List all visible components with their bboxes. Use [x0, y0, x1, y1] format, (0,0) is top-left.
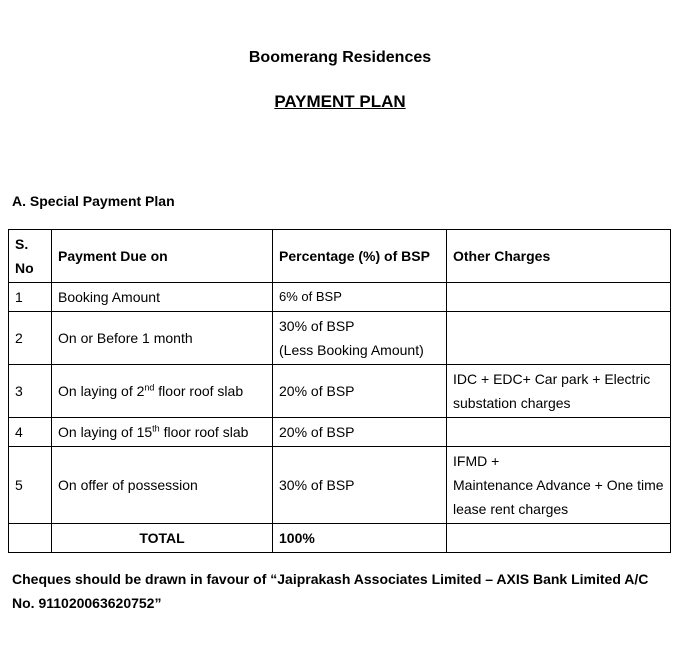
cell-percentage: 30% of BSP	[273, 447, 447, 524]
cell-percentage: 20% of BSP	[273, 365, 447, 418]
page-title: Boomerang Residences	[248, 49, 432, 66]
ordinal-suffix: th	[152, 423, 160, 434]
cell-due-on	[52, 365, 273, 418]
table-row	[9, 283, 671, 312]
cell-other-charges	[447, 283, 671, 312]
table-row	[9, 447, 671, 524]
due-on-text: floor roof slab	[154, 383, 244, 399]
section-heading: A. Special Payment Plan	[12, 193, 175, 209]
header-sno: S. No	[9, 230, 52, 283]
payment-plan-table	[8, 229, 671, 553]
cell-sno: 4	[9, 418, 52, 447]
header-percentage: Percentage (%) of BSP	[273, 230, 447, 283]
header-other-charges: Other Charges	[447, 230, 671, 283]
cell-empty	[9, 524, 52, 553]
cell-due-on	[52, 418, 273, 447]
percentage-line: 30% of BSP	[279, 318, 355, 334]
cell-sno: 3	[9, 365, 52, 418]
cell-due-on: On offer of possession	[52, 447, 273, 524]
total-label: TOTAL	[52, 524, 273, 553]
cell-due-on: Booking Amount	[52, 283, 273, 312]
cell-other-charges	[447, 418, 671, 447]
header-due-on: Payment Due on	[52, 230, 273, 283]
other-charges-line: IFMD +	[453, 453, 500, 469]
table-row	[9, 418, 671, 447]
cell-sno: 2	[9, 312, 52, 365]
cell-other-charges: IDC + EDC+ Car park + Electric substation charges	[447, 365, 671, 418]
ordinal-suffix: nd	[144, 382, 155, 393]
table-row	[9, 365, 671, 418]
page-subtitle: PAYMENT PLAN	[274, 92, 406, 111]
percentage-note: (Less Booking Amount)	[279, 342, 424, 358]
cell-percentage	[273, 312, 447, 365]
table-header-row	[9, 230, 671, 283]
due-on-text: On laying of 15	[58, 424, 153, 440]
table-total-row	[9, 524, 671, 553]
cell-percentage: 20% of BSP	[273, 418, 447, 447]
total-value: 100%	[273, 524, 447, 553]
cell-empty	[447, 524, 671, 553]
cell-sno: 5	[9, 447, 52, 524]
cell-other-charges	[447, 312, 671, 365]
table-row	[9, 312, 671, 365]
other-charges-line: Maintenance Advance + One time lease rent charges	[453, 477, 664, 517]
due-on-text: floor roof slab	[159, 424, 249, 440]
cell-other-charges	[447, 447, 671, 524]
due-on-text: On laying of 2	[58, 383, 145, 399]
cell-percentage: 6% of BSP	[273, 283, 447, 312]
cell-due-on: On or Before 1 month	[52, 312, 273, 365]
cell-sno: 1	[9, 283, 52, 312]
cheque-instruction: Cheques should be drawn in favour of “Jaiprakash Associates Limited – AXIS Bank Limited A/C No. 911020063620752”	[12, 571, 649, 611]
